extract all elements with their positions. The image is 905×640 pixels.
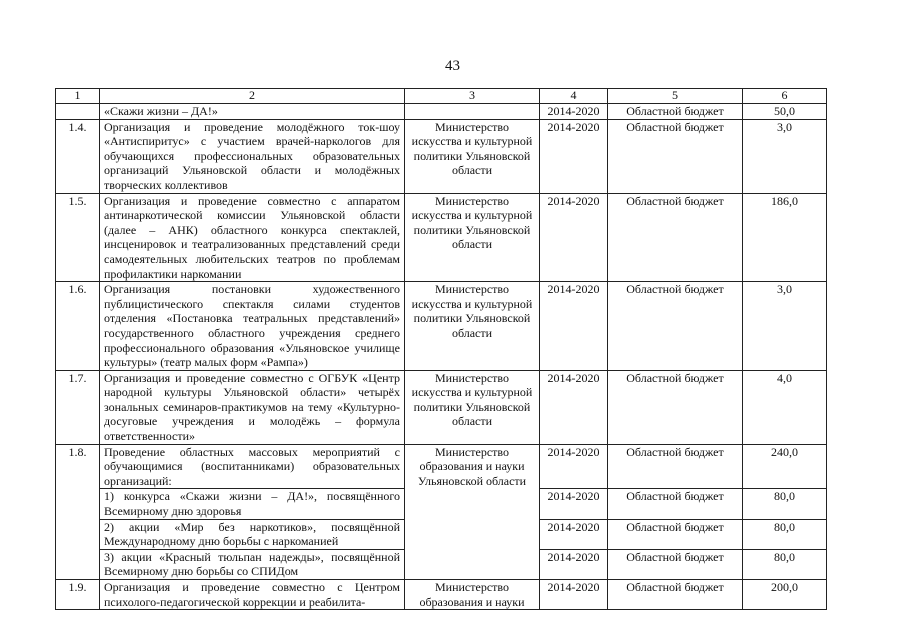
column-header: 6 <box>743 89 827 104</box>
item-description: Организация и проведение совместно с Центром психолого-педагогической коррекции и реабилита- <box>100 580 405 610</box>
subitem-description: 3) акции «Красный тюльпан надежды», посвящённой Всемирному дню борьбы со СПИДом <box>100 549 405 579</box>
column-header: 1 <box>56 89 100 104</box>
item-amount: 50,0 <box>743 104 827 120</box>
table-row <box>56 104 827 120</box>
subitem-description: 1) конкурса «Скажи жизни – ДА!», посвящённого Всемирному дню здоровья <box>100 489 405 519</box>
table-row <box>56 444 827 489</box>
item-executor <box>405 104 540 120</box>
item-number: 1.4. <box>56 119 100 193</box>
item-executor: Министерство искусства и культурной политики Ульяновской области <box>405 119 540 193</box>
item-executor: Министерство образования и науки Ульяновской области <box>405 444 540 579</box>
item-funding-source: Областной бюджет <box>608 370 743 444</box>
item-years: 2014-2020 <box>540 193 608 282</box>
table-header-row <box>56 89 827 104</box>
item-number: 1.6. <box>56 282 100 371</box>
column-header: 3 <box>405 89 540 104</box>
item-number: 1.7. <box>56 370 100 444</box>
item-amount: 200,0 <box>743 580 827 610</box>
column-header: 2 <box>100 89 405 104</box>
subitem-description: 2) акции «Мир без наркотиков», посвящённой Международному дню борьбы с наркоманией <box>100 519 405 549</box>
item-number <box>56 104 100 120</box>
item-number: 1.9. <box>56 580 100 610</box>
subitem-funding-source: Областной бюджет <box>608 489 743 519</box>
subitem-funding-source: Областной бюджет <box>608 519 743 549</box>
subitem-years: 2014-2020 <box>540 549 608 579</box>
item-years: 2014-2020 <box>540 580 608 610</box>
item-funding-source: Областной бюджет <box>608 119 743 193</box>
subitem-years: 2014-2020 <box>540 489 608 519</box>
item-years: 2014-2020 <box>540 444 608 489</box>
item-funding-source: Областной бюджет <box>608 282 743 371</box>
table-row <box>56 580 827 610</box>
measures-table <box>55 88 827 610</box>
item-number: 1.8. <box>56 444 100 579</box>
item-years: 2014-2020 <box>540 119 608 193</box>
item-years: 2014-2020 <box>540 282 608 371</box>
subitem-amount: 80,0 <box>743 519 827 549</box>
item-years: 2014-2020 <box>540 104 608 120</box>
item-executor: Министерство искусства и культурной политики Ульяновской области <box>405 282 540 371</box>
item-description: Проведение областных массовых мероприятий с обучающимися (воспитанниками) образовательных организаций: <box>100 444 405 489</box>
column-header: 4 <box>540 89 608 104</box>
item-executor: Министерство образования и науки <box>405 580 540 610</box>
table-row <box>56 370 827 444</box>
column-header: 5 <box>608 89 743 104</box>
table-row <box>56 193 827 282</box>
item-amount: 240,0 <box>743 444 827 489</box>
item-description: Организация и проведение совместно с аппаратом антинаркотической комиссии Ульяновской области (далее – АНК) областного конкурса спектаклей, инсценировок и театрализованных представлений среди самодеятельных любительских театров по проблемам профилактики наркомании <box>100 193 405 282</box>
item-number: 1.5. <box>56 193 100 282</box>
item-description: «Скажи жизни – ДА!» <box>100 104 405 120</box>
item-funding-source: Областной бюджет <box>608 580 743 610</box>
item-amount: 186,0 <box>743 193 827 282</box>
table-row <box>56 282 827 371</box>
item-description: Организация постановки художественного публицистического спектакля силами студентов отделения «Постановка театральных представлений» государственного областного учреждения среднего профессионального образования «Ульяновское училище культуры» (театр малых форм «Рампа») <box>100 282 405 371</box>
item-amount: 3,0 <box>743 119 827 193</box>
subitem-years: 2014-2020 <box>540 519 608 549</box>
subitem-amount: 80,0 <box>743 489 827 519</box>
item-description: Организация и проведение молодёжного ток-шоу «Антиспиритус» с участием врачей-наркологов для обучающихся профессиональных образовательных организаций Ульяновской области и молодёжных творческих коллективов <box>100 119 405 193</box>
subitem-funding-source: Областной бюджет <box>608 549 743 579</box>
page-number: 43 <box>445 58 460 74</box>
table-row <box>56 119 827 193</box>
item-funding-source: Областной бюджет <box>608 104 743 120</box>
item-amount: 3,0 <box>743 282 827 371</box>
item-executor: Министерство искусства и культурной политики Ульяновской области <box>405 193 540 282</box>
item-amount: 4,0 <box>743 370 827 444</box>
item-description: Организация и проведение совместно с ОГБУК «Центр народной культуры Ульяновской области» четырёх зональных семинаров-практикумов на тему «Культурно-досуговые учреждения и молодёжь – формула ответственности» <box>100 370 405 444</box>
item-years: 2014-2020 <box>540 370 608 444</box>
item-executor: Министерство искусства и культурной политики Ульяновской области <box>405 370 540 444</box>
subitem-amount: 80,0 <box>743 549 827 579</box>
item-funding-source: Областной бюджет <box>608 444 743 489</box>
item-funding-source: Областной бюджет <box>608 193 743 282</box>
